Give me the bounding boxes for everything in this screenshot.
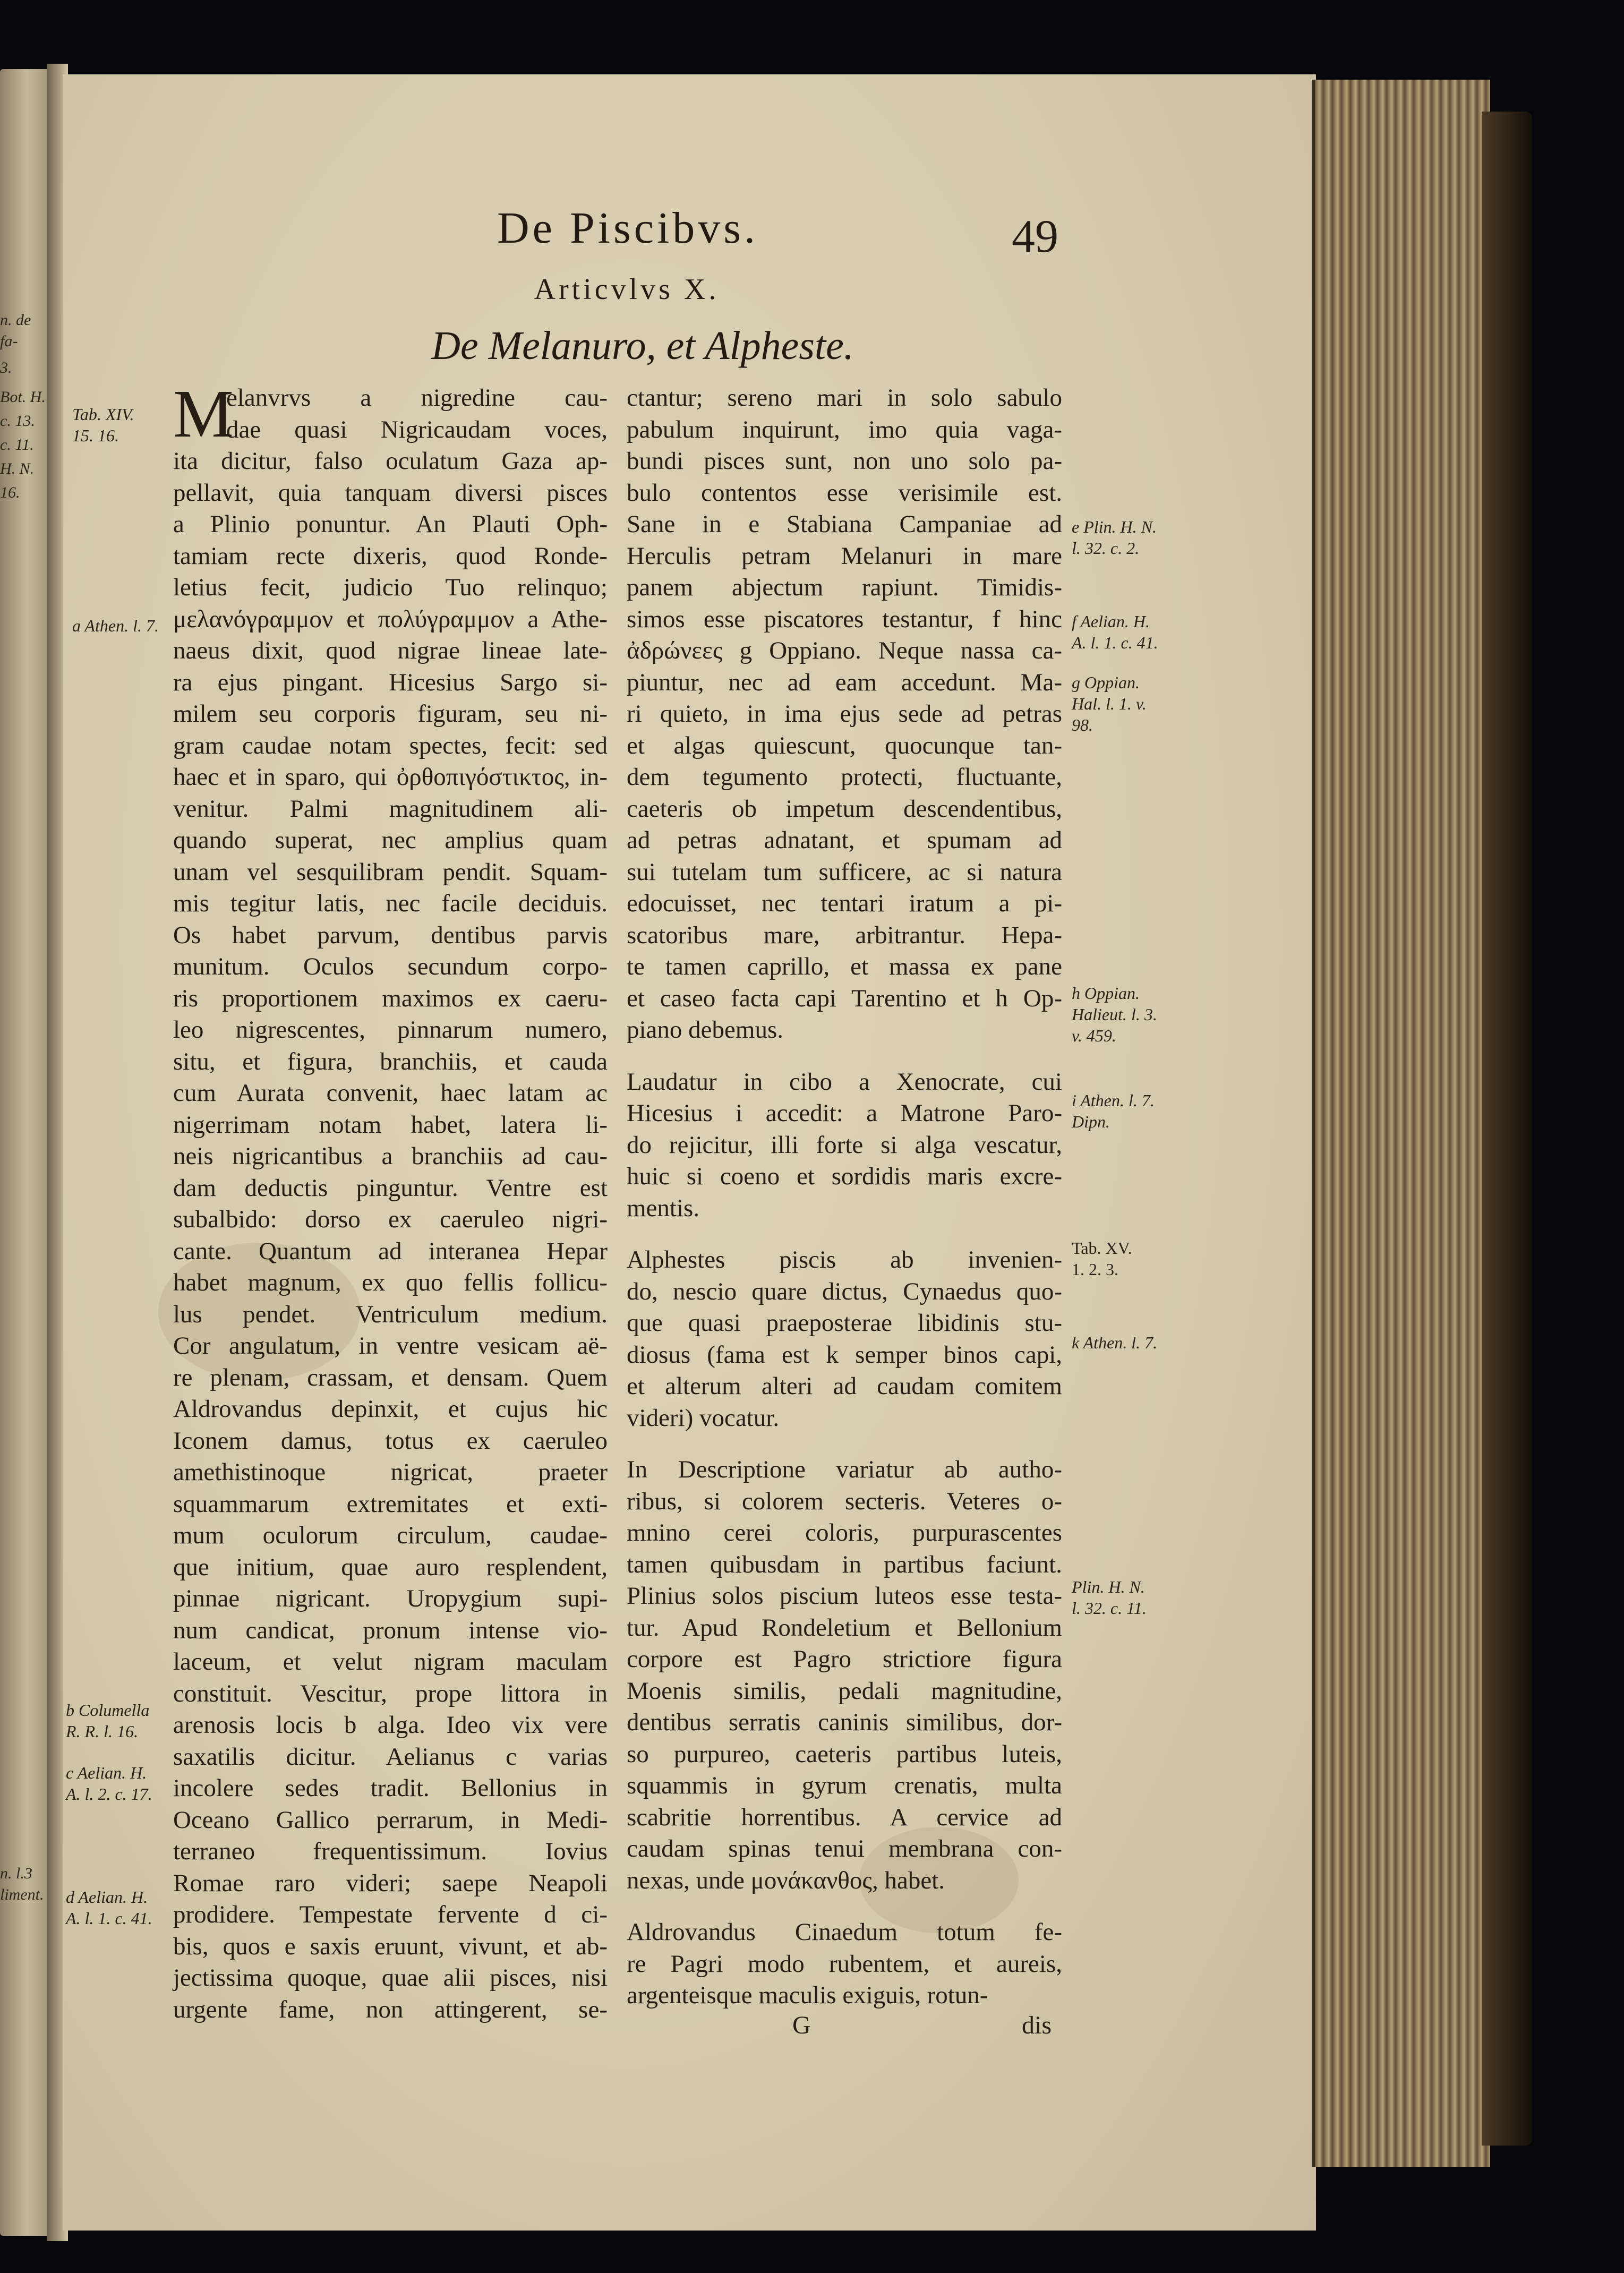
text-line: saxatilis dicitur. Aelianus c varias [173, 1742, 608, 1771]
text-column-right [627, 382, 1062, 2012]
text-line: Cor angulatum, in ventre vesicam aë- [173, 1332, 608, 1360]
text-line: bis, quos e saxis eruunt, vivunt, et ab- [173, 1932, 608, 1960]
text-line: ctantur; sereno mari in solo sabulo [627, 384, 1062, 412]
text-line: nigerrimam notam habet, latera li- [173, 1110, 608, 1139]
text-line: mum oculorum circulum, caudae- [173, 1522, 608, 1549]
text-line: In Descriptione variatur ab autho- [627, 1456, 1062, 1483]
text-line: dentibus serratis caninis similibus, dor- [627, 1708, 1062, 1736]
text-line: piuntur, nec ad eam accedunt. Ma- [627, 668, 1062, 696]
text-line: Aldrovandus Cinaedum totum fe- [627, 1918, 1062, 1946]
text-line: et caseo facta capi Tarentino et h Op- [627, 984, 1062, 1012]
text-line: Alphestes piscis ab invenien- [627, 1246, 1062, 1274]
margin-note: Plin. H. N. l. 32. c. 11. [1072, 1577, 1147, 1618]
text-line: squammis in gyrum crenatis, multa [627, 1772, 1062, 1799]
text-line: mis tegitur latis, nec facile deciduis. [173, 890, 608, 917]
text-line: tur. Apud Rondeletium et Bellonium [627, 1613, 1062, 1642]
text-line: ra ejus pingant. Hicesius Sargo si- [173, 668, 608, 696]
text-line: ἀδρώνεες g Oppiano. Neque nassa ca- [627, 637, 1062, 664]
margin-note: b Columella R. R. l. 16. [66, 1701, 150, 1741]
text-line: do, nescio quare dictus, Cynaedus quo- [627, 1277, 1062, 1305]
margin-note: i Athen. l. 7. Dipn. [1072, 1091, 1155, 1131]
text-line: argenteisque maculis exiguis, rotun- [627, 1981, 988, 2009]
text-line: Moenis similis, pedali magnitudine, [627, 1677, 1062, 1705]
text-line: huic si coeno et sordidis maris excre- [627, 1163, 1062, 1190]
text-line: constituit. Vescitur, prope littora in [173, 1679, 608, 1707]
text-line: pinnae nigricant. Uropygium supi- [173, 1585, 608, 1612]
text-line: munitum. Oculos secundum corpo- [173, 953, 608, 980]
paragraph-gap [627, 1434, 1062, 1454]
text-line: re plenam, crassam, et densam. Quem [173, 1363, 608, 1391]
text-line: laceum, et velut nigram maculam [173, 1648, 608, 1676]
text-line: ris proportionem maximos ex caeru- [173, 984, 608, 1012]
text-line: num candicat, pronum intense vio- [173, 1616, 608, 1644]
text-line: ri quieto, in ima ejus sede ad petras [627, 700, 1062, 728]
page-block-edge [1312, 80, 1490, 2167]
text-line: pabulum inquirunt, imo quia vaga- [627, 415, 1062, 443]
margin-note: g Oppian. Hal. l. 1. v. 98. [1072, 673, 1147, 734]
text-line: te tamen caprillo, et massa ex pane [627, 953, 1062, 980]
margin-note: h Oppian. Halieut. l. 3. v. 459. [1072, 984, 1157, 1045]
text-line: dam deductis pinguntur. Ventre est [173, 1174, 608, 1202]
text-line: Herculis petram Melanuri in mare [627, 542, 1062, 570]
text-line: amethistinoque nigricat, praeter [173, 1458, 608, 1486]
text-line: bulo contentos esse verisimile est. [627, 478, 1062, 507]
margin-note: e Plin. H. N. l. 32. c. 2. [1072, 517, 1157, 558]
text-line: jectissima quoque, quae alii pisces, nisi [173, 1964, 608, 1992]
text-line: re Pagri modo rubentem, et aureis, [627, 1950, 1062, 1978]
text-line: letius fecit, judicio Tuo relinquo; [173, 574, 608, 601]
text-line: a Plinio ponuntur. An Plauti Oph- [173, 510, 608, 538]
text-line: venitur. Palmi magnitudinem ali- [173, 794, 608, 823]
article-heading: Articvlvs X. [534, 273, 720, 306]
left-fragment: n. l.3 [0, 1865, 32, 1882]
text-line: mnino cerei coloris, purpurascentes [627, 1519, 1062, 1546]
text-line: neis nigricantibus a branchiis ad cau- [173, 1142, 608, 1170]
signature-mark: G [792, 2011, 811, 2039]
text-line: mentis. [627, 1194, 700, 1222]
margin-note: a Athen. l. 7. [72, 616, 159, 635]
text-line: Sane in e Stabiana Campaniae ad [627, 510, 1062, 538]
text-line: Os habet parvum, dentibus parvis [173, 921, 608, 949]
text-line: naeus dixit, quod nigrae lineae late- [173, 637, 608, 664]
text-line: sui tutelam tum sufficere, ac si natura [627, 858, 1062, 886]
text-line: Aldrovandus depinxit, et cujus hic [173, 1395, 608, 1423]
text-line: scabritie horrentibus. A cervice ad [627, 1803, 1062, 1831]
text-line: simos esse piscatores testantur, f hinc [627, 605, 1062, 633]
text-line: so purpureo, caeteris partibus luteis, [627, 1740, 1062, 1768]
left-fragment: n. de [0, 311, 31, 329]
text-line: dae quasi Nigricaudam voces, [226, 415, 608, 443]
text-line: ad petras adnatant, et spumam ad [627, 826, 1062, 854]
text-line: Laudatur in cibo a Xenocrate, cui [627, 1067, 1062, 1096]
text-line: corpore est Pagro strictiore figura [627, 1645, 1062, 1673]
page-number: 49 [1012, 211, 1058, 262]
left-fragment: Bot. H. [0, 388, 46, 406]
text-line: nexas, unde μονάκανθος, habet. [627, 1866, 945, 1894]
margin-note: d Aelian. H. A. l. 1. c. 41. [66, 1887, 152, 1928]
text-line: urgente fame, non attingerent, se- [173, 1995, 608, 2023]
left-fragment: 16. [0, 484, 20, 501]
text-line: que initium, quae auro resplendent, [173, 1553, 608, 1581]
catchword: dis [1022, 2011, 1052, 2039]
text-line: milem seu corporis figuram, seu ni- [173, 700, 608, 728]
paragraph-gap [627, 1046, 1062, 1066]
text-line: ita dicitur, falso oculatum Gaza ap- [173, 447, 608, 475]
text-line: que quasi praeposterae libidinis stu- [627, 1309, 1062, 1337]
paragraph-gap [627, 1896, 1062, 1917]
left-page-edge [0, 69, 49, 2236]
text-line: squammarum extremitates et exti- [173, 1490, 608, 1518]
text-line: dem tegumento protecti, fluctuante, [627, 763, 1062, 791]
text-line: et algas quiescunt, quocunque tan- [627, 731, 1062, 759]
margin-note: f Aelian. H. A. l. 1. c. 41. [1072, 612, 1158, 652]
left-fragment: liment. [0, 1886, 44, 1903]
text-line: terraneo frequentissimum. Iovius [173, 1838, 608, 1865]
text-line: caeteris ob impetum descendentibus, [627, 794, 1062, 823]
text-line: cum Aurata convenit, haec latam ac [173, 1079, 608, 1107]
text-line: Iconem damus, totus ex caeruleo [173, 1426, 608, 1455]
left-fragment: 3. [0, 359, 12, 377]
text-line: bundi pisces sunt, non uno solo pa- [627, 447, 1062, 475]
text-line: piano debemus. [627, 1016, 783, 1044]
text-line: do rejicitur, illi forte si alga vescatur, [627, 1131, 1062, 1159]
text-line: habet magnum, ex quo fellis follicu- [173, 1269, 608, 1296]
text-line: elanvrvs a nigredine cau- [226, 384, 608, 412]
text-line: tamen quibusdam in partibus faciunt. [627, 1550, 1062, 1578]
margin-note: Tab. XIV. 15. 16. [72, 405, 134, 445]
margin-note: k Athen. l. 7. [1072, 1333, 1158, 1352]
text-line: diosus (fama est k semper binos capi, [627, 1340, 1062, 1369]
text-line: cante. Quantum ad interanea Hepar [173, 1237, 608, 1265]
text-line: et alterum alteri ad caudam comitem [627, 1372, 1062, 1400]
text-line: videri) vocatur. [627, 1404, 780, 1432]
text-line: edocuisset, nec tentari iratum a pi- [627, 890, 1062, 917]
text-line: panem abjectum rapiunt. Timidis- [627, 574, 1062, 601]
margin-note: c Aelian. H. A. l. 2. c. 17. [66, 1763, 152, 1804]
left-fragment: c. 11. [0, 436, 34, 454]
text-line: pellavit, quia tanquam diversi pisces [173, 478, 608, 507]
text-line: unam vel sesquilibram pendit. Squam- [173, 858, 608, 886]
text-line: Oceano Gallico perrarum, in Medi- [173, 1806, 608, 1834]
section-subtitle: De Melanuro, et Alpheste. [431, 323, 854, 368]
text-column-left [173, 376, 608, 2026]
running-title: De Piscibvs. [497, 203, 758, 253]
text-line: arenosis locis b alga. Ideo vix vere [173, 1711, 608, 1739]
text-line: Romae raro videri; saepe Neapoli [173, 1869, 608, 1897]
drop-cap: M [173, 376, 234, 451]
text-line: ribus, si colorem secteris. Veteres o- [627, 1487, 1062, 1515]
text-line: incolere sedes tradit. Bellonius in [173, 1774, 608, 1802]
book-cover [1482, 112, 1532, 2146]
text-line: prodidere. Tempestate fervente d ci- [173, 1901, 608, 1928]
text-line: Hicesius i accedit: a Matrone Paro- [627, 1099, 1062, 1127]
text-line: leo nigrescentes, pinnarum numero, [173, 1016, 608, 1044]
text-line: μελανόγραμμον et πολύγραμμον a Athe- [173, 605, 608, 633]
text-line: subalbido: dorso ex caeruleo nigri- [173, 1206, 608, 1233]
left-fragment: fa- [0, 332, 18, 350]
text-line: caudam spinas tenui membrana con- [627, 1835, 1062, 1862]
text-line: lus pendet. Ventriculum medium. [173, 1300, 608, 1328]
text-line: haec et in sparo, qui ὀρθοπιγόστικτος, in- [173, 763, 608, 791]
text-line: scatoribus mare, arbitrantur. Hepa- [627, 921, 1062, 949]
margin-note: Tab. XV. 1. 2. 3. [1072, 1238, 1132, 1279]
left-fragment: H. N. [0, 460, 35, 477]
paragraph-gap [627, 1224, 1062, 1244]
text-line: situ, et figura, branchiis, et cauda [173, 1047, 608, 1075]
text-line: Plinius solos piscium luteos esse testa- [627, 1582, 1062, 1610]
text-line: gram caudae notam spectes, fecit: sed [173, 731, 608, 759]
text-line: quando superat, nec amplius quam [173, 826, 608, 854]
text-line: tamiam recte dixeris, quod Ronde- [173, 542, 608, 570]
left-fragment: c. 13. [0, 412, 35, 430]
